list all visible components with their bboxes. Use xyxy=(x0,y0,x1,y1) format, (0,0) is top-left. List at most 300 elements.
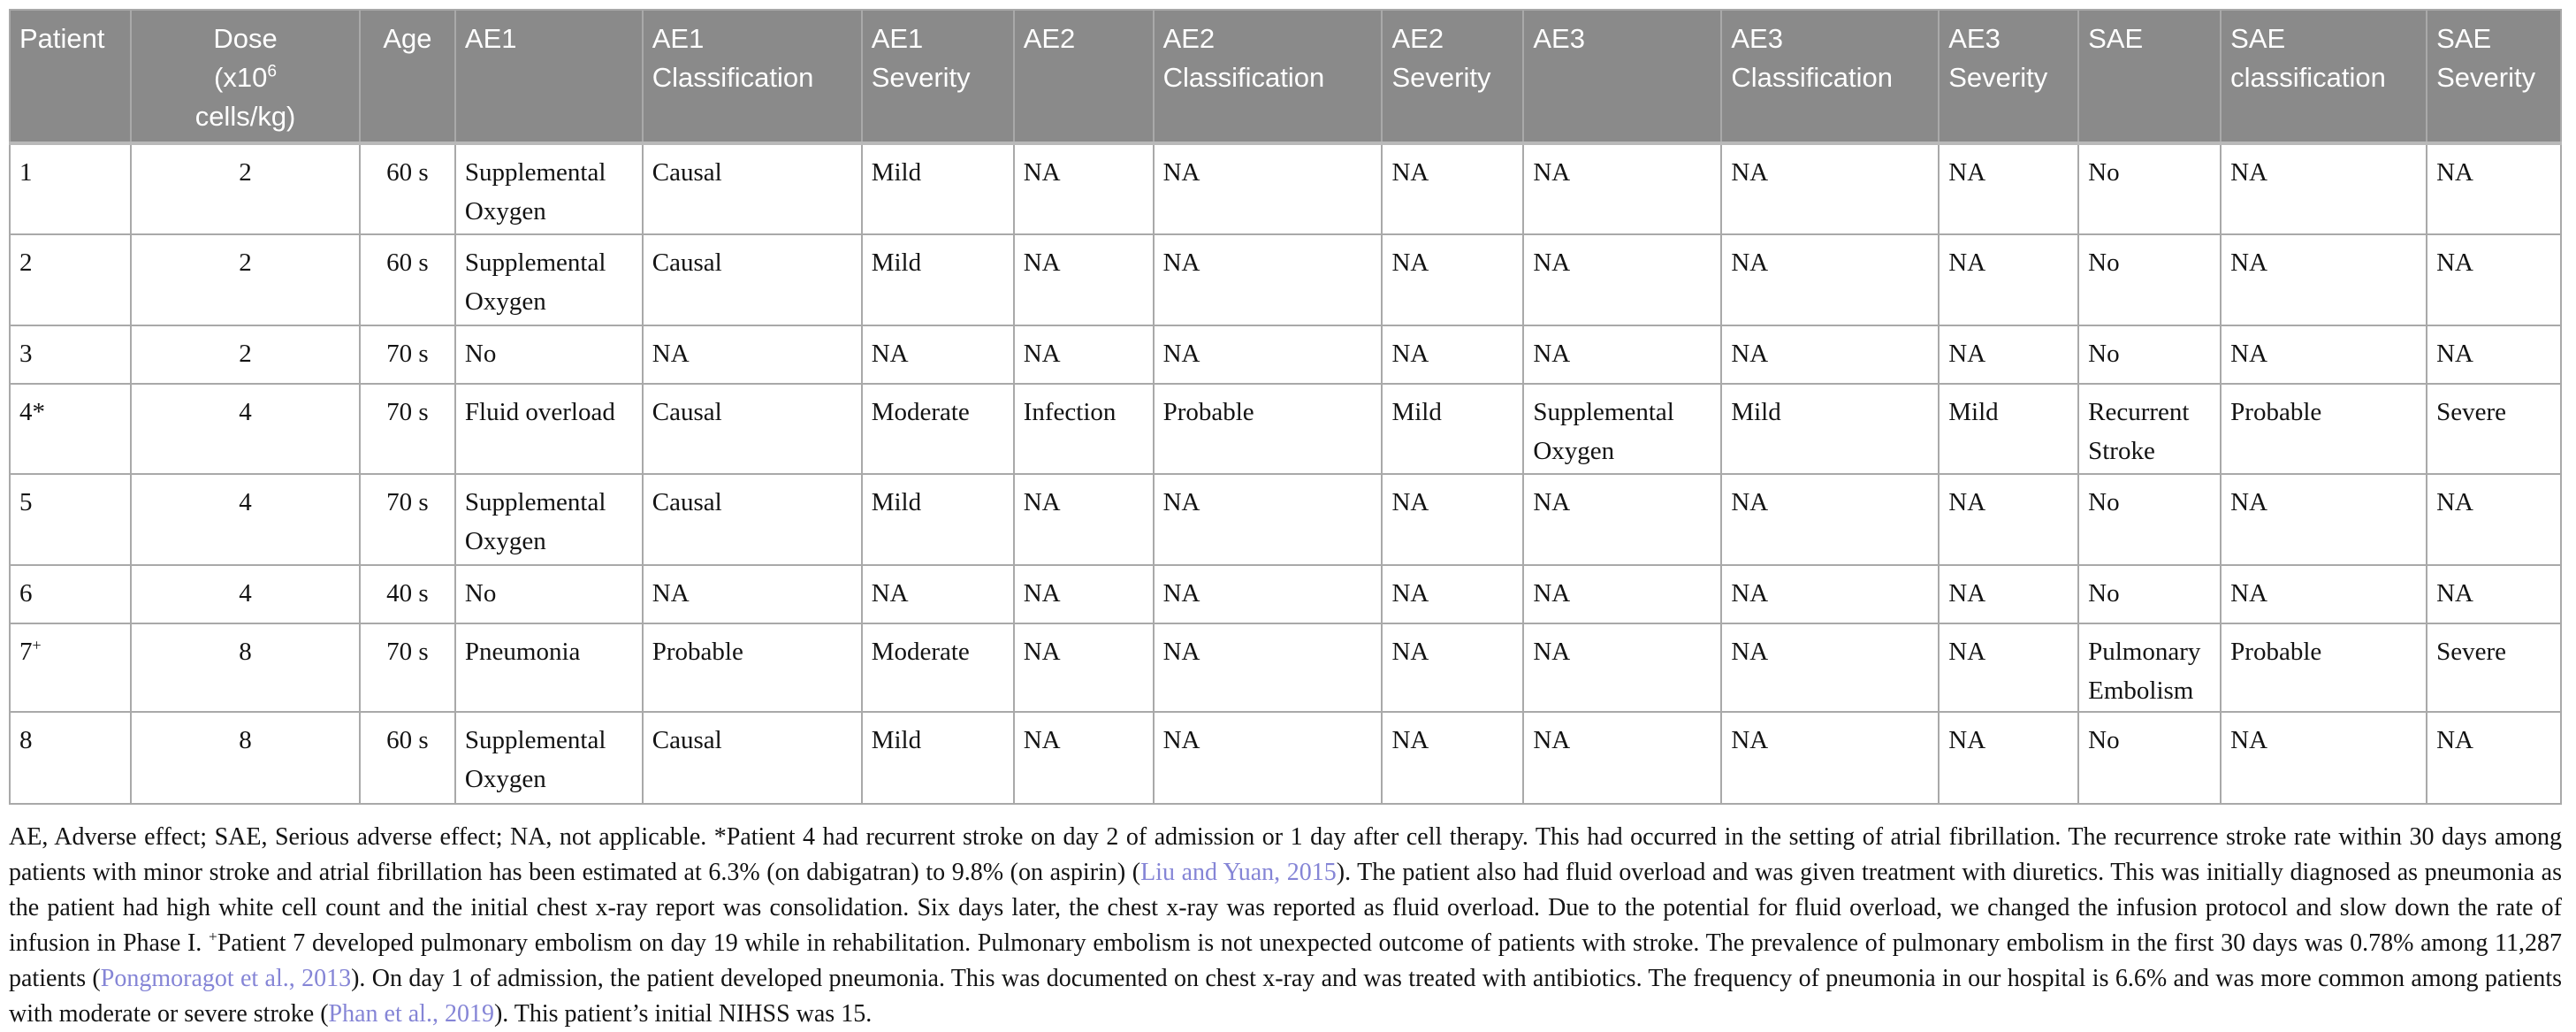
table-cell-ae3-severity xyxy=(1939,325,2078,384)
text-run: No xyxy=(2088,579,2120,608)
header-label-line xyxy=(1533,19,1715,58)
text-run: 40 s xyxy=(386,579,429,608)
table-cell-age xyxy=(360,384,455,474)
text-run: Pneumonia xyxy=(464,638,581,667)
table-cell-ae3-classification xyxy=(1721,234,1939,325)
text-run: ). The patient also had fluid overload and was given treatment with diuretics. This was initially diagnosed as pneumonia as the patient had high white cell count and the initial chest x-ray report was consolidation. Six days later, the chest x-ray was reported as fluid overload. Due to the potential for fluid overload, we changed the infusion protocol and slow down the rate of infusion in Phase I. xyxy=(9,859,2562,958)
header-label-line xyxy=(1731,58,1932,97)
text-run: NA xyxy=(1162,726,1200,755)
header-label-line xyxy=(135,97,355,136)
superscript-marker: + xyxy=(209,928,217,945)
text-run: Supplemental Oxygen xyxy=(464,158,606,226)
superscript-marker: + xyxy=(32,636,42,654)
table-cell-sae xyxy=(2078,474,2221,565)
citation-link[interactable]: Liu and Yuan, 2015 xyxy=(1140,859,1337,887)
text-run: NA xyxy=(1533,158,1571,187)
text-run: NA xyxy=(2230,340,2268,369)
text-run: Moderate xyxy=(871,638,970,667)
table-cell-ae3-classification xyxy=(1721,474,1939,565)
table-cell-ae1 xyxy=(455,234,643,325)
text-run: ). This patient’s initial NIHSS was 15. xyxy=(493,1000,873,1028)
table-cell-age xyxy=(360,234,455,325)
text-run: NA xyxy=(2436,579,2473,608)
column-header-ae1 xyxy=(455,10,643,143)
text-run: AE3 xyxy=(1731,23,1783,54)
table-cell-patient xyxy=(10,384,131,474)
text-run: NA xyxy=(2436,488,2473,517)
table-cell-sae xyxy=(2078,712,2221,804)
table-cell-ae1-severity xyxy=(862,565,1014,623)
table-cell-age xyxy=(360,565,455,623)
header-label-line xyxy=(1391,19,1517,58)
table-cell-ae3-severity xyxy=(1939,474,2078,565)
table-cell-ae2-classification xyxy=(1154,143,1383,234)
text-run: NA xyxy=(652,579,690,608)
text-run: NA xyxy=(1023,638,1061,667)
table-cell-ae1 xyxy=(455,143,643,234)
column-header-dose xyxy=(131,10,360,143)
text-run: Classification xyxy=(1162,62,1325,94)
text-run: NA xyxy=(1731,638,1769,667)
text-run: 7 xyxy=(19,638,33,667)
text-run: Probable xyxy=(2230,398,2322,427)
text-run: NA xyxy=(1731,248,1769,278)
text-run: 60 s xyxy=(386,726,429,755)
table-cell-ae2 xyxy=(1014,623,1154,712)
text-run: NA xyxy=(1948,248,1986,278)
text-run: 5 xyxy=(19,488,33,517)
text-run: NA xyxy=(1023,340,1061,369)
table-cell-ae2-classification xyxy=(1154,325,1383,384)
text-run: 8 xyxy=(239,638,252,667)
table-cell-ae2-severity xyxy=(1382,143,1523,234)
text-run: Causal xyxy=(652,726,722,755)
text-run: Fluid overload xyxy=(464,398,615,427)
text-run: 2 xyxy=(239,248,252,278)
text-run: Supplemental Oxygen xyxy=(464,488,606,555)
table-cell-ae3-classification xyxy=(1721,712,1939,804)
text-run: NA xyxy=(2230,579,2268,608)
table-cell-ae2 xyxy=(1014,143,1154,234)
header-label-line xyxy=(2436,58,2555,97)
text-run: NA xyxy=(1533,488,1571,517)
table-cell-ae3-classification xyxy=(1721,565,1939,623)
table-cell-ae3 xyxy=(1523,565,1721,623)
table-cell-ae1 xyxy=(455,325,643,384)
table-cell-ae3-classification xyxy=(1721,143,1939,234)
table-cell-ae1-severity xyxy=(862,623,1014,712)
text-run: Mild xyxy=(1731,398,1781,427)
table-cell-dose xyxy=(131,325,360,384)
text-run: 60 s xyxy=(386,248,429,278)
text-run: 70 s xyxy=(386,488,429,517)
text-run: Probable xyxy=(2230,638,2322,667)
table-cell-sae xyxy=(2078,143,2221,234)
text-run: Supplemental Oxygen xyxy=(464,248,606,316)
text-run: NA xyxy=(2230,726,2268,755)
table-cell-ae2 xyxy=(1014,474,1154,565)
text-run: cells/kg) xyxy=(194,101,296,133)
table-cell-sae xyxy=(2078,384,2221,474)
table-cell-age xyxy=(360,712,455,804)
table-cell-dose xyxy=(131,143,360,234)
text-run: Infection xyxy=(1023,398,1117,427)
text-run: NA xyxy=(1731,579,1769,608)
table-cell-ae1-severity xyxy=(862,234,1014,325)
table-cell-age xyxy=(360,474,455,565)
text-run: NA xyxy=(2230,248,2268,278)
table-cell-ae3 xyxy=(1523,474,1721,565)
table-footnote xyxy=(9,820,2562,1032)
text-run: NA xyxy=(1948,340,1986,369)
text-run: AE2 xyxy=(1023,23,1076,54)
table-cell-ae2-classification xyxy=(1154,474,1383,565)
table-body xyxy=(10,143,2561,804)
text-run: AE3 xyxy=(1948,23,2001,54)
table-row xyxy=(10,143,2561,234)
table-row xyxy=(10,474,2561,565)
table-cell-sae-classification xyxy=(2221,712,2427,804)
table-cell-ae3-severity xyxy=(1939,384,2078,474)
superscript-marker: 6 xyxy=(267,62,278,81)
table-cell-sae xyxy=(2078,325,2221,384)
text-run: Causal xyxy=(652,248,722,278)
table-cell-ae1-classification xyxy=(643,712,862,804)
table-cell-sae-classification xyxy=(2221,623,2427,712)
column-header-sae xyxy=(2078,10,2221,143)
text-run: Causal xyxy=(652,158,722,187)
table-cell-dose xyxy=(131,623,360,712)
text-run: No xyxy=(2088,340,2120,369)
table-cell-ae3 xyxy=(1523,234,1721,325)
table-cell-ae3 xyxy=(1523,623,1721,712)
text-run: NA xyxy=(871,340,909,369)
column-header-patient xyxy=(10,10,131,143)
text-run: Moderate xyxy=(871,398,970,427)
header-label-line xyxy=(872,58,1008,97)
table-cell-ae3 xyxy=(1523,712,1721,804)
header-label-line xyxy=(2088,19,2214,58)
header-label-line xyxy=(1948,19,2072,58)
text-run: 70 s xyxy=(386,340,429,369)
table-cell-ae1-severity xyxy=(862,384,1014,474)
text-run: NA xyxy=(1391,579,1429,608)
header-label-line xyxy=(2230,19,2420,58)
table-cell-ae2-classification xyxy=(1154,384,1383,474)
table-cell-ae2 xyxy=(1014,234,1154,325)
text-run: Severity xyxy=(1391,62,1491,94)
text-run: 6 xyxy=(19,579,33,608)
text-run: Probable xyxy=(652,638,743,667)
table-cell-ae1-classification xyxy=(643,474,862,565)
header-label-line xyxy=(465,19,636,58)
header-label-line xyxy=(1163,58,1376,97)
text-run: Classification xyxy=(1731,62,1893,94)
text-run: 2 xyxy=(239,158,252,187)
table-cell-dose xyxy=(131,474,360,565)
text-run: NA xyxy=(1162,579,1200,608)
header-label-line xyxy=(872,19,1008,58)
column-header-sae-severity xyxy=(2427,10,2561,143)
text-run: Severe xyxy=(2436,638,2506,667)
header-label-line xyxy=(135,19,355,58)
table-cell-age xyxy=(360,325,455,384)
text-run: NA xyxy=(1391,340,1429,369)
table-cell-ae1 xyxy=(455,384,643,474)
header-label-line xyxy=(652,58,856,97)
text-run: 4* xyxy=(19,398,45,427)
column-header-ae2 xyxy=(1014,10,1154,143)
text-run: NA xyxy=(1023,726,1061,755)
text-run: Probable xyxy=(1162,398,1254,427)
text-run: NA xyxy=(871,579,909,608)
text-run: NA xyxy=(2436,248,2473,278)
text-run: Dose xyxy=(213,23,278,54)
table-cell-ae3 xyxy=(1523,143,1721,234)
text-run: Mild xyxy=(871,158,922,187)
table-cell-ae1 xyxy=(455,474,643,565)
table-cell-sae-classification xyxy=(2221,143,2427,234)
table-cell-sae xyxy=(2078,234,2221,325)
column-header-ae3 xyxy=(1523,10,1721,143)
text-run: 8 xyxy=(19,726,33,755)
text-run: No xyxy=(464,340,497,369)
text-run: Mild xyxy=(871,488,922,517)
table-cell-ae3-severity xyxy=(1939,565,2078,623)
text-run: 2 xyxy=(239,340,252,369)
text-run: NA xyxy=(1391,638,1429,667)
text-run: NA xyxy=(1533,579,1571,608)
text-run: AE2 xyxy=(1391,23,1444,54)
header-label-line xyxy=(1391,58,1517,97)
text-run: Mild xyxy=(871,248,922,278)
table-header xyxy=(10,10,2561,143)
text-run: NA xyxy=(1533,638,1571,667)
text-run: NA xyxy=(1162,158,1200,187)
text-run: 70 s xyxy=(386,398,429,427)
text-run: AE1 xyxy=(464,23,517,54)
table-cell-sae xyxy=(2078,623,2221,712)
text-run: NA xyxy=(1948,579,1986,608)
table-cell-ae1-classification xyxy=(643,234,862,325)
text-run: No xyxy=(2088,248,2120,278)
text-run: AE2 xyxy=(1162,23,1216,54)
table-cell-sae-severity xyxy=(2427,325,2561,384)
table-cell-sae-classification xyxy=(2221,565,2427,623)
text-run: AE1 xyxy=(652,23,705,54)
text-run: Recurrent Stroke xyxy=(2088,398,2190,465)
table-cell-ae2 xyxy=(1014,565,1154,623)
table-cell-sae-classification xyxy=(2221,384,2427,474)
text-run: NA xyxy=(1391,158,1429,187)
header-label-line xyxy=(1948,58,2072,97)
table-cell-ae3-severity xyxy=(1939,623,2078,712)
text-run: (x10 xyxy=(214,62,268,94)
table-cell-age xyxy=(360,623,455,712)
text-run: Severe xyxy=(2436,398,2506,427)
text-run: NA xyxy=(2230,158,2268,187)
text-run: NA xyxy=(1023,158,1061,187)
table-cell-age xyxy=(360,143,455,234)
table-cell-ae2-classification xyxy=(1154,712,1383,804)
table-row xyxy=(10,712,2561,804)
table-row xyxy=(10,623,2561,712)
text-run: Patient 7 developed pulmonary embolism on day 19 while in rehabilitation. Pulmonary embolism is not unexpected outcome of patients with stroke. The prevalence of pulmonary embolism in the first 30 days was 0.78% among 11,287 patients ( xyxy=(9,929,2562,993)
text-run: No xyxy=(2088,158,2120,187)
table-cell-ae3 xyxy=(1523,384,1721,474)
text-run: NA xyxy=(1162,488,1200,517)
table-cell-patient xyxy=(10,623,131,712)
text-run: NA xyxy=(1533,248,1571,278)
table-cell-sae-classification xyxy=(2221,325,2427,384)
text-run: Age xyxy=(383,23,432,54)
text-run: 60 s xyxy=(386,158,429,187)
table-cell-patient xyxy=(10,234,131,325)
text-run: NA xyxy=(1731,340,1769,369)
text-run: NA xyxy=(1162,248,1200,278)
header-label-line xyxy=(135,58,355,97)
text-run: 2 xyxy=(19,248,33,278)
column-header-sae-classification xyxy=(2221,10,2427,143)
text-run: No xyxy=(2088,488,2120,517)
table-cell-sae-classification xyxy=(2221,474,2427,565)
text-run: Mild xyxy=(1948,398,1999,427)
table-cell-sae-severity xyxy=(2427,712,2561,804)
column-header-ae3-classification xyxy=(1721,10,1939,143)
table-cell-sae-classification xyxy=(2221,234,2427,325)
column-header-ae1-severity xyxy=(862,10,1014,143)
header-label-line xyxy=(1163,19,1376,58)
text-run: NA xyxy=(1533,340,1571,369)
table-cell-ae1-severity xyxy=(862,474,1014,565)
table-cell-ae1 xyxy=(455,623,643,712)
table-cell-ae3-classification xyxy=(1721,384,1939,474)
table-row xyxy=(10,325,2561,384)
table-cell-ae1-classification xyxy=(643,623,862,712)
table-cell-ae2 xyxy=(1014,384,1154,474)
table-cell-sae-severity xyxy=(2427,384,2561,474)
table-cell-sae-severity xyxy=(2427,565,2561,623)
text-run: 70 s xyxy=(386,638,429,667)
table-cell-sae xyxy=(2078,565,2221,623)
table-cell-patient xyxy=(10,325,131,384)
text-run: Severity xyxy=(1948,62,2048,94)
text-run: Mild xyxy=(871,726,922,755)
text-run: Classification xyxy=(652,62,814,94)
text-run: NA xyxy=(1948,726,1986,755)
table-cell-dose xyxy=(131,565,360,623)
text-run: NA xyxy=(1162,340,1200,369)
text-run: 8 xyxy=(239,726,252,755)
table-cell-ae1 xyxy=(455,712,643,804)
text-run: NA xyxy=(2436,726,2473,755)
text-run: Pulmonary Embolism xyxy=(2088,638,2201,705)
table-cell-ae1-classification xyxy=(643,143,862,234)
table-cell-ae2-severity xyxy=(1382,325,1523,384)
text-run: NA xyxy=(1533,726,1571,755)
column-header-ae3-severity xyxy=(1939,10,2078,143)
table-cell-dose xyxy=(131,234,360,325)
text-run: NA xyxy=(1391,488,1429,517)
table-cell-ae1-classification xyxy=(643,565,862,623)
header-label-line xyxy=(2230,58,2420,97)
text-run: Mild xyxy=(1391,398,1442,427)
table-cell-dose xyxy=(131,384,360,474)
table-cell-ae2-severity xyxy=(1382,234,1523,325)
text-run: NA xyxy=(1948,488,1986,517)
text-run: NA xyxy=(1162,638,1200,667)
table-cell-ae2 xyxy=(1014,712,1154,804)
table-cell-ae2-classification xyxy=(1154,565,1383,623)
text-run: AE1 xyxy=(871,23,924,54)
table-cell-ae1-severity xyxy=(862,143,1014,234)
table-cell-ae3-severity xyxy=(1939,234,2078,325)
text-run: ). On day 1 of admission, the patient developed pneumonia. This was documented on chest x-ray and was treated with antibiotics. The frequency of pneumonia in our hospital is 6.6% and was more common among patients with moderate or severe stroke ( xyxy=(9,965,2562,1028)
text-run: 4 xyxy=(239,398,252,427)
table-row xyxy=(10,234,2561,325)
text-run: NA xyxy=(1731,488,1769,517)
column-header-ae2-classification xyxy=(1154,10,1383,143)
text-run: Patient xyxy=(19,23,105,54)
table-cell-ae2-severity xyxy=(1382,565,1523,623)
table-cell-sae-severity xyxy=(2427,143,2561,234)
text-run: NA xyxy=(1391,726,1429,755)
table-cell-patient xyxy=(10,474,131,565)
column-header-ae2-severity xyxy=(1382,10,1523,143)
table-cell-sae-severity xyxy=(2427,623,2561,712)
text-run: SAE xyxy=(2088,23,2144,54)
table-row xyxy=(10,565,2561,623)
text-run: NA xyxy=(1023,579,1061,608)
table-cell-ae2-severity xyxy=(1382,474,1523,565)
text-run: Severity xyxy=(2436,62,2536,94)
table-cell-dose xyxy=(131,712,360,804)
header-row xyxy=(10,10,2561,143)
table-cell-sae-severity xyxy=(2427,234,2561,325)
table-cell-sae-severity xyxy=(2427,474,2561,565)
table-cell-patient xyxy=(10,565,131,623)
text-run: AE, Adverse effect; SAE, Serious adverse effect; NA, not applicable. *Patient 4 had recurrent stroke on day 2 of admission or 1 day after cell therapy. This had occurred in the setting of atrial fibrillation. The recurrence stroke rate within 30 days among patients with minor stroke and atrial fibrillation has been estimated at 6.3% (on dabigatran) to 9.8% (on aspirin) ( xyxy=(9,823,2562,887)
text-run: Causal xyxy=(652,398,722,427)
text-run: Supplemental Oxygen xyxy=(1533,398,1674,465)
text-run: NA xyxy=(1023,248,1061,278)
table-cell-ae3-classification xyxy=(1721,325,1939,384)
text-run: NA xyxy=(1731,158,1769,187)
text-run: 3 xyxy=(19,340,33,369)
text-run: SAE xyxy=(2230,23,2286,54)
table-cell-ae2-classification xyxy=(1154,234,1383,325)
text-run: 4 xyxy=(239,579,252,608)
adverse-events-table xyxy=(9,9,2562,805)
table-cell-ae2-severity xyxy=(1382,623,1523,712)
header-label-line xyxy=(2436,19,2555,58)
table-cell-ae3-severity xyxy=(1939,712,2078,804)
table-cell-ae3-classification xyxy=(1721,623,1939,712)
table-row xyxy=(10,384,2561,474)
table-cell-ae1-classification xyxy=(643,325,862,384)
table-cell-ae1-severity xyxy=(862,325,1014,384)
citation-link[interactable]: Phan et al., 2019 xyxy=(328,1000,494,1028)
citation-link[interactable]: Pongmoragot et al., 2013 xyxy=(100,965,352,993)
text-run: classification xyxy=(2230,62,2386,94)
text-run: Severity xyxy=(871,62,971,94)
table-cell-ae3 xyxy=(1523,325,1721,384)
text-run: SAE xyxy=(2436,23,2492,54)
text-run: AE3 xyxy=(1533,23,1585,54)
text-run: NA xyxy=(1391,248,1429,278)
text-run: No xyxy=(464,579,497,608)
header-label-line xyxy=(1731,19,1932,58)
